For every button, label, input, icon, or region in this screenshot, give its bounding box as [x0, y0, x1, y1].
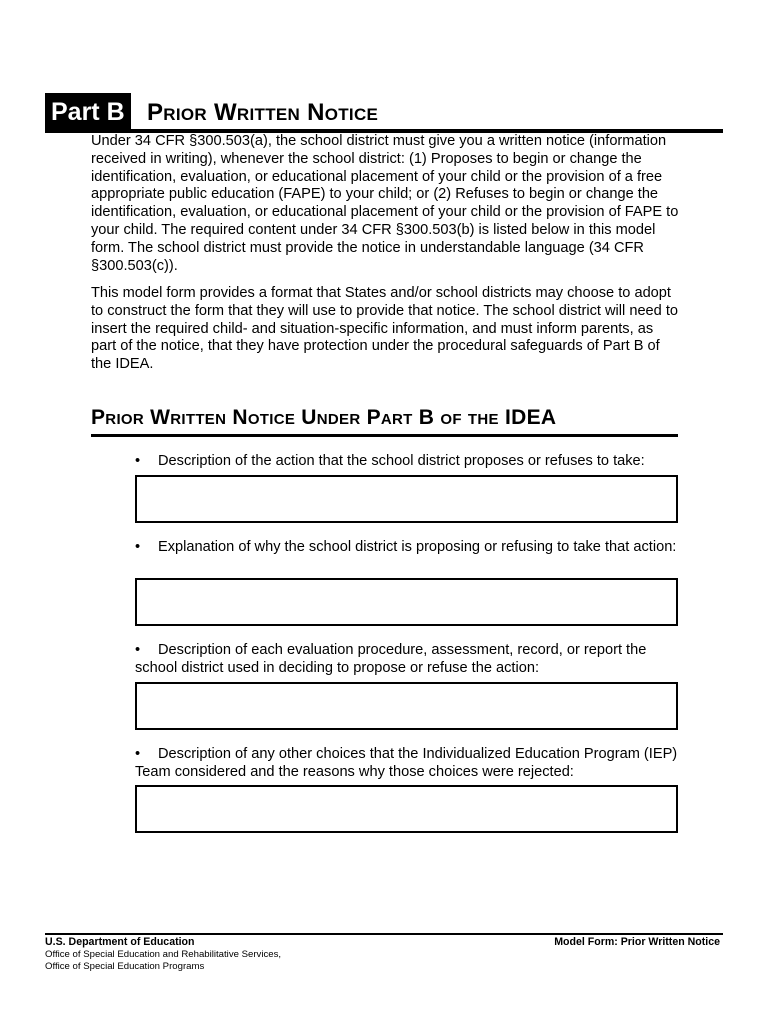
footer-office-line-2: Office of Special Education Programs — [45, 961, 205, 972]
item-label-action — [135, 452, 680, 470]
explanation-field[interactable] — [135, 578, 678, 626]
footer-office-line-1: Office of Special Education and Rehabilitative Services, — [45, 948, 282, 960]
bullet: • — [135, 539, 141, 555]
footer-divider — [45, 933, 723, 935]
evaluation-procedures-field[interactable] — [135, 682, 678, 730]
item-label-text: Description of the action that the school district proposes or refuses to take: — [158, 453, 645, 469]
bullet: • — [135, 746, 141, 762]
page-header — [45, 93, 723, 133]
section-title: Prior Written Notice Under Part B of the IDEA — [91, 404, 678, 437]
item-label-text: Description of any other choices that the Individualized Education Program (IEP) Team considered and the reasons why those choices were rejected: — [135, 746, 678, 780]
item-label-explanation — [135, 538, 680, 556]
item-label-evaluation — [135, 641, 680, 677]
item-label-text: Description of each evaluation procedure, assessment, record, or report the school district used in deciding to propose or refuse the action: — [135, 642, 647, 676]
item-label-text: Explanation of why the school district is proposing or refusing to take that action: — [158, 539, 677, 555]
part-badge: Part B — [45, 93, 131, 131]
intro-paragraph-1: Under 34 CFR §300.503(a), the school district must give you a written notice (information received in writing), whenever the school district: (1) Proposes to begin or change the identification, evaluation, or educational placement of your child or the provision of a free appropriate public education (FAPE) to your child; or (2) Refuses to begin or change the identification, evaluation, or educational placement of your child or the provision of FAPE to your child. The required content under 34 CFR §300.503(b) is listed below in this model form. The school district must provide the notice in understandable language (34 CFR §300.503(c)). — [91, 133, 679, 274]
page-title: Prior Written Notice — [147, 99, 379, 126]
other-choices-field[interactable] — [135, 785, 678, 833]
item-label-other-choices — [135, 745, 680, 781]
footer-department: U.S. Department of Education — [45, 936, 195, 948]
intro-paragraph-2: This model form provides a format that States and/or school districts may choose to adopt to construct the form that they will use to provide that notice. The school district will need to insert the required child- and situation-specific information, and must inform parents, as part of the notice, that they have protection under the procedural safeguards of Part B of the IDEA. — [91, 285, 679, 373]
bullet: • — [135, 642, 141, 658]
bullet: • — [135, 453, 141, 469]
action-description-field[interactable] — [135, 475, 678, 523]
footer-form-name: Model Form: Prior Written Notice — [554, 936, 720, 948]
footer-left — [45, 936, 281, 974]
